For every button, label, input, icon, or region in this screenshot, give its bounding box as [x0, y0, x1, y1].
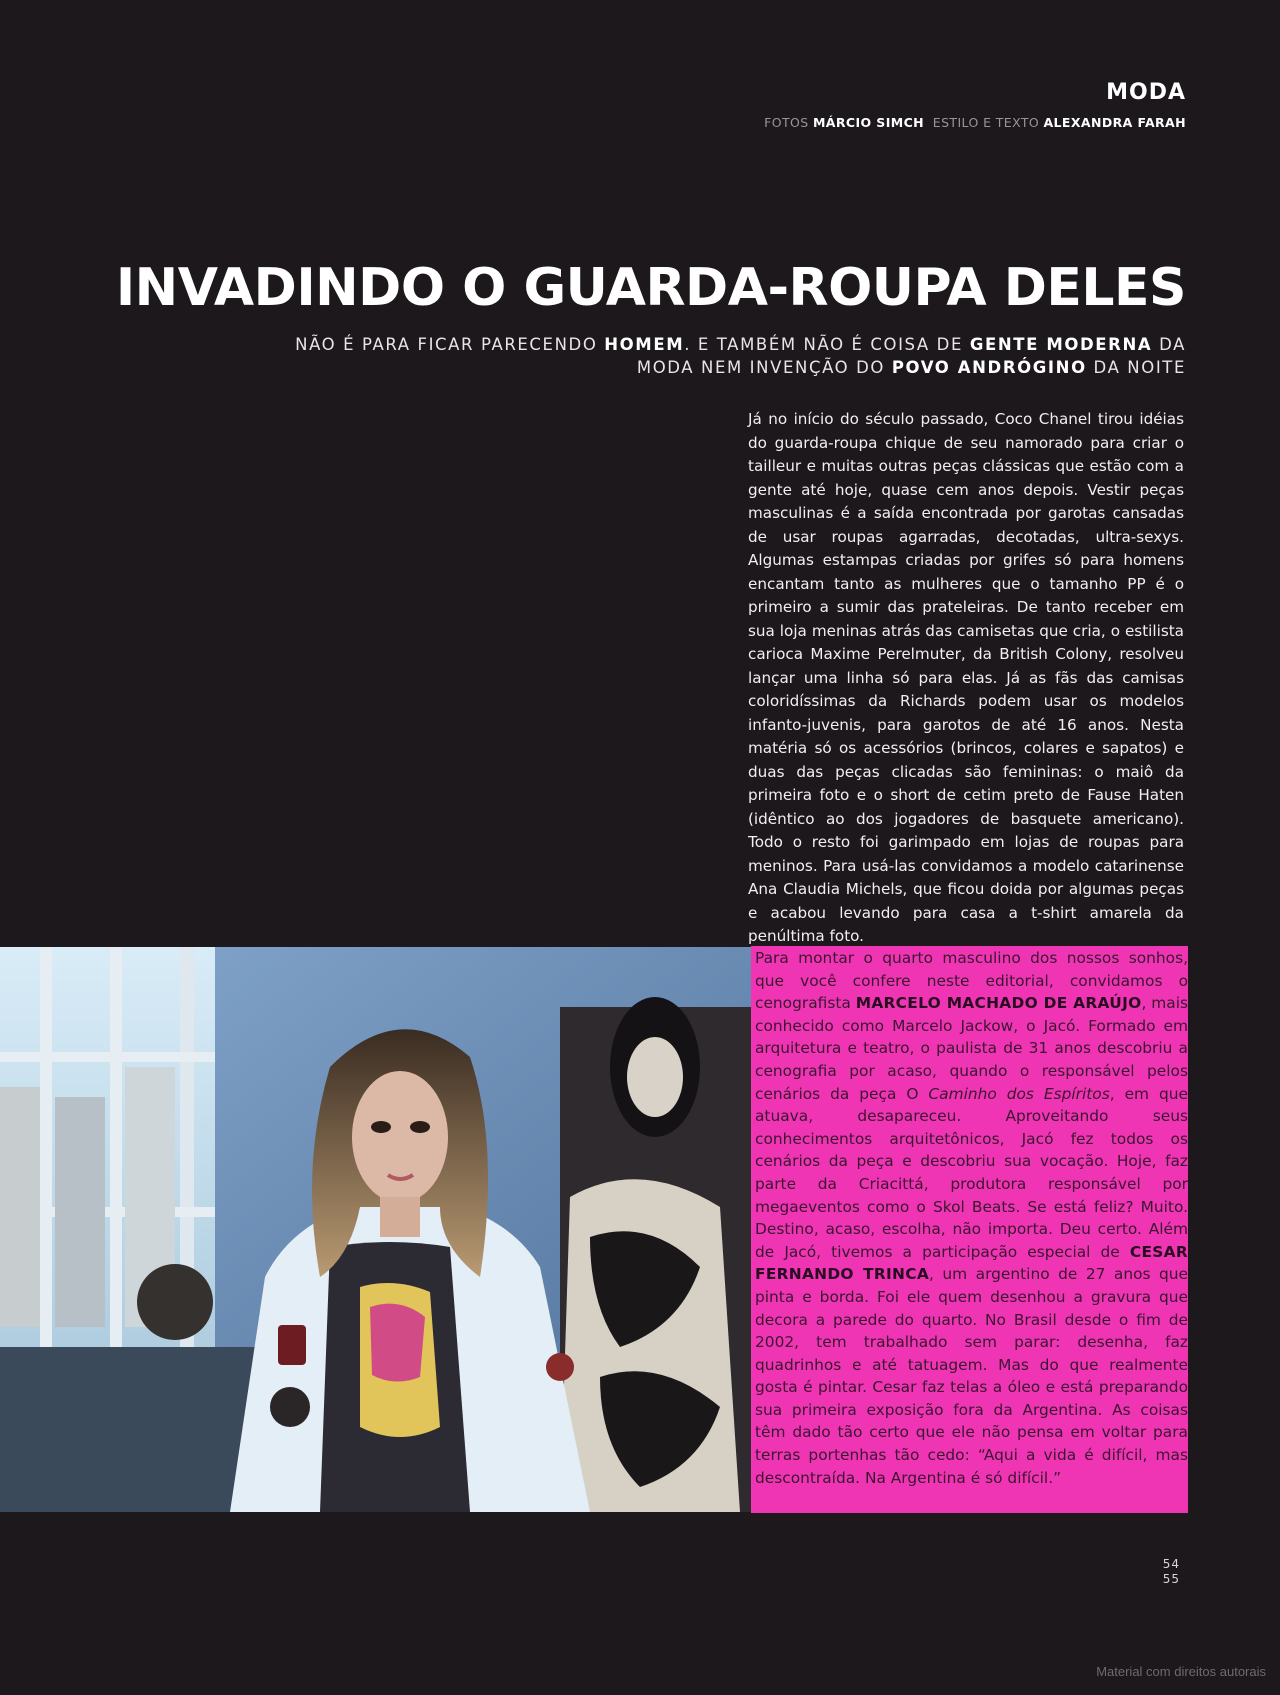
photos-label: FOTOS [764, 115, 809, 130]
sidebar-text-1: Para montar o quarto masculino dos nossos sonhos, que você confere neste editorial, convidamos o cenografista [755, 949, 1188, 1013]
fashion-photo-illustration [0, 947, 751, 1512]
fashion-photo [0, 947, 751, 1512]
sidebar-text-2: , mais conhecido como Marcelo Jackow, o Jacó. Formado em arquitetura e teatro, o paulista de 31 anos descobriu a cenografia por acaso, quando o responsável pelos cenários da peça O [755, 994, 1188, 1103]
sidebar-text-3: , em que atuava, desapareceu. Aproveitando seus conhecimentos arquitetônicos, Jacó fez todos os cenários da peça e descobriu sua vocação. Hoje, faz parte da Criacittá, produtora responsável por megaeventos como o Skol Beats. Se está feliz? Muito. Destino, acaso, escolha, não importa. Deu certo. Além de Jacó, tivemos a participação especial de [755, 1084, 1188, 1261]
deck-text-4: DA NOITE [1086, 358, 1186, 377]
intro-text: Já no início do século passado, Coco Chanel tirou idéias do guarda-roupa chique de seu namorado para criar o tailleur e muitas outras peças clássicas que estão com a gente até hoje, quase cem anos depois. Vestir peças masculinas é a saída encontrada por garotas cansadas de usar roupas agarradas, decotadas, ultra-sexys. Algumas estampas criadas por grifes só para homens encantam tanto as mulheres que o tamanho PP é o primeiro a sumir das prateleiras. De tanto receber em sua loja meninas atrás das camisetas que cria, o estilista carioca Maxime Perelmuter, da British Colony, resolveu lançar uma linha só para elas. Já as fãs das camisas coloridíssimas da Richards podem usar os modelos infanto-juvenis, para garotos de até 16 anos. Nesta matéria só os acessórios (brincos, colares e sapatos) e duas das peças clicadas são femininas: o maiô da primeira foto e o short de cetim preto de Fause Haten (idêntico ao dos jogadores de basquete americano). Todo o resto foi garimpado em lojas de roupas para meninos. Para usá-las convidamos a modelo catarinense Ana Claudia Michels, que ficou doida por algumas peças e acabou levando para casa a t-shirt amarela da penúltima foto. [748, 410, 1184, 945]
sidebar-box [751, 946, 1188, 1513]
page-number-left: 54 [1162, 1557, 1180, 1571]
deck-subtitle [286, 333, 1186, 379]
sidebar-text-4: , um argentino de 27 anos que pinta e borda. Foi ele quem desenhou a gravura que decora a parede do quarto. No Brasil desde o fim de 2002, tem trabalhado sem parar: desenha, faz quadrinhos e até tatuagem. Mas do que realmente gosta é pintar. Cesar faz telas a óleo e está preparando sua primeira exposição fora da Argentina. As coisas têm dado tão certo que ele não pensa em voltar para terras portenhas tão cedo: “Aqui a vida é difícil, mas descontraída. Na Argentina é só difícil.” [755, 1265, 1188, 1487]
photographer-name: MÁRCIO SIMCH [812, 115, 925, 130]
sidebar-italic-1: Caminho dos Espíritos [928, 1084, 1110, 1103]
stylist-name: ALEXANDRA FARAH [1043, 115, 1186, 130]
deck-text-3: DA MODA NEM INVENÇÃO DO [636, 335, 1186, 377]
deck-text-1: NÃO É PARA FICAR PARECENDO [295, 335, 605, 354]
deck-bold-3: POVO ANDRÓGINO [891, 358, 1087, 377]
sidebar-bold-2: CESAR FERNANDO TRINCA [755, 1242, 1188, 1284]
deck-bold-2: GENTE MODERNA [969, 335, 1153, 354]
credits [764, 115, 1186, 130]
deck-bold-1: HOMEM [604, 335, 685, 354]
style-label: ESTILO E TEXTO [932, 115, 1040, 130]
deck-text-2: . E TAMBÉM NÃO É COISA DE [684, 335, 970, 354]
section-label: MODA [1106, 80, 1186, 105]
sidebar-bold-1: MARCELO MACHADO DE ARAÚJO [855, 994, 1142, 1013]
copyright-notice: Material com direitos autorais [1096, 1664, 1266, 1679]
headline: INVADINDO O GUARDA-ROUPA DELES [115, 258, 1186, 318]
page-numbers [1163, 1557, 1180, 1587]
page-number-right: 55 [1162, 1572, 1180, 1586]
